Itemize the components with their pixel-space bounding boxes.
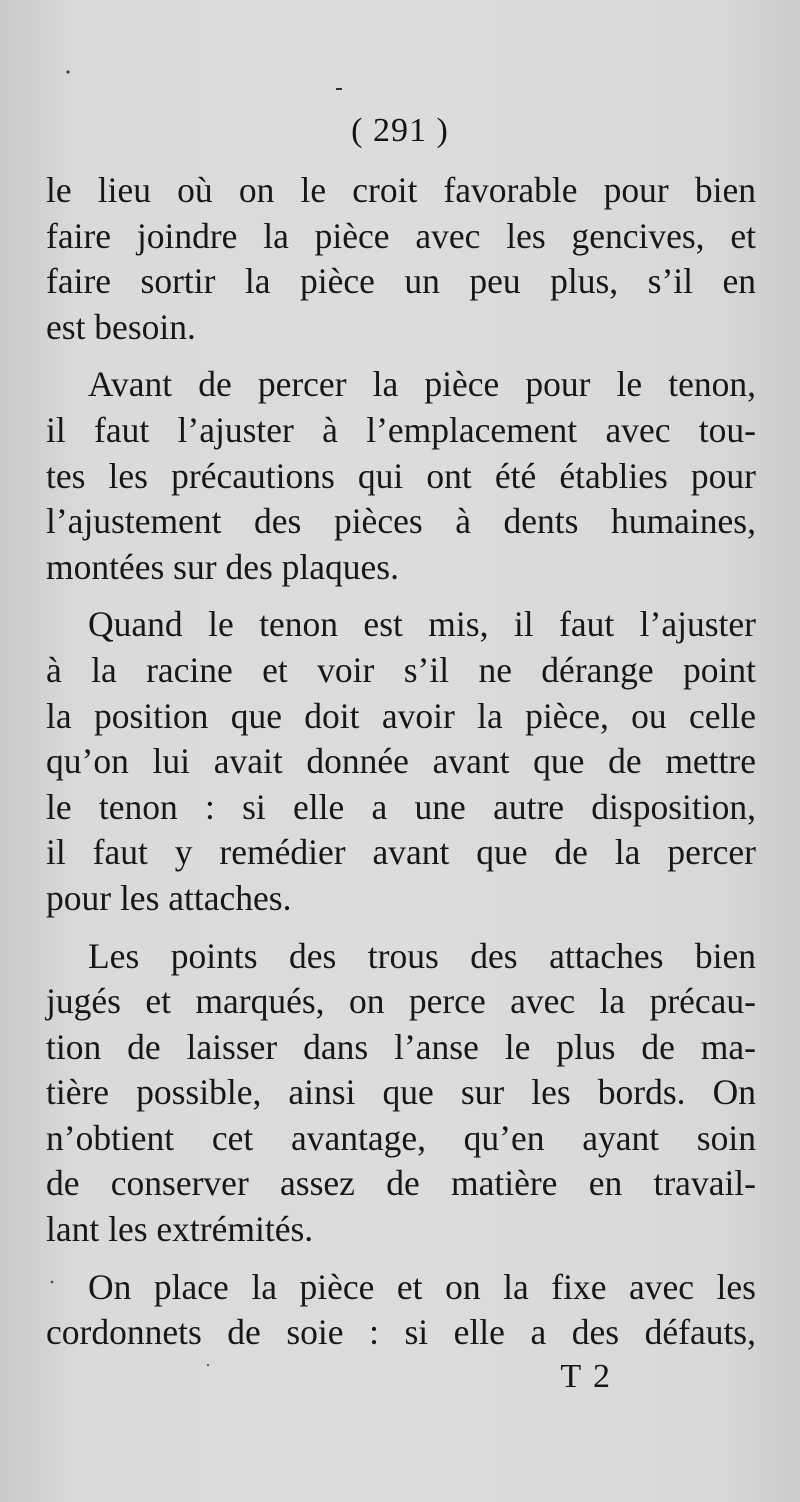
text-line: lant les extrémités. [46, 1209, 314, 1250]
text-line: le lieu où on le croit favorable pour bien [46, 170, 756, 210]
paragraph-4 [46, 934, 756, 1253]
paragraph-gap [46, 590, 756, 602]
paragraph-gap [46, 922, 756, 934]
text-line: montées sur des plaques. [46, 546, 399, 587]
text-line: Quand le tenon est mis, il faut l’ajuster [88, 604, 756, 645]
text-line: tes les précautions qui ont été établies pour [46, 455, 756, 496]
signature-mark: T 2 [560, 1358, 612, 1395]
text-line: à la racine et voir s’il ne dérange point [46, 649, 756, 690]
paragraph-gap [46, 1253, 756, 1265]
paragraph-2 [46, 362, 756, 590]
text-line: il faut y remédier avant que de la percer [46, 832, 756, 873]
text-line: pour les attaches. [46, 877, 292, 918]
paragraph-3 [46, 602, 756, 921]
text-line: cordonnets de soie : si elle a des défauts, [46, 1312, 756, 1353]
text-line: de conserver assez de matière en travail- [46, 1163, 756, 1204]
text-line: jugés et marqués, on perce avec la précau- [46, 981, 756, 1022]
text-line: tière possible, ainsi que sur les bords. On [46, 1072, 756, 1113]
text-line: faire joindre la pièce avec les gencives, et [46, 215, 756, 256]
text-line: On place la pièce et on la fixe avec les [88, 1266, 756, 1307]
text-line: la position que doit avoir la pièce, ou celle [46, 695, 756, 736]
text-line: le tenon : si elle a une autre disposition, [46, 786, 756, 827]
text-line: qu’on lui avait donnée avant que de mettre [46, 741, 756, 782]
text-line: il faut l’ajuster à l’emplacement avec tou- [46, 409, 756, 450]
text-line: Les points des trous des attaches bien [88, 935, 756, 976]
paragraph-gap [46, 350, 756, 362]
text-line: n’obtient cet avantage, qu’en ayant soin [46, 1117, 756, 1158]
text-line: l’ajustement des pièces à dents humaines, [46, 501, 756, 542]
text-line: Avant de percer la pièce pour le tenon, [88, 364, 756, 405]
text-line: faire sortir la pièce un peu plus, s’il en [46, 261, 756, 302]
paragraph-5 [46, 1265, 756, 1356]
body-text [46, 168, 756, 1356]
page-number: ( 291 ) [351, 112, 449, 149]
text-line: tion de laisser dans l’anse le plus de ma- [46, 1026, 756, 1067]
paragraph-1 [46, 168, 756, 350]
text-line: est besoin. [46, 306, 196, 347]
